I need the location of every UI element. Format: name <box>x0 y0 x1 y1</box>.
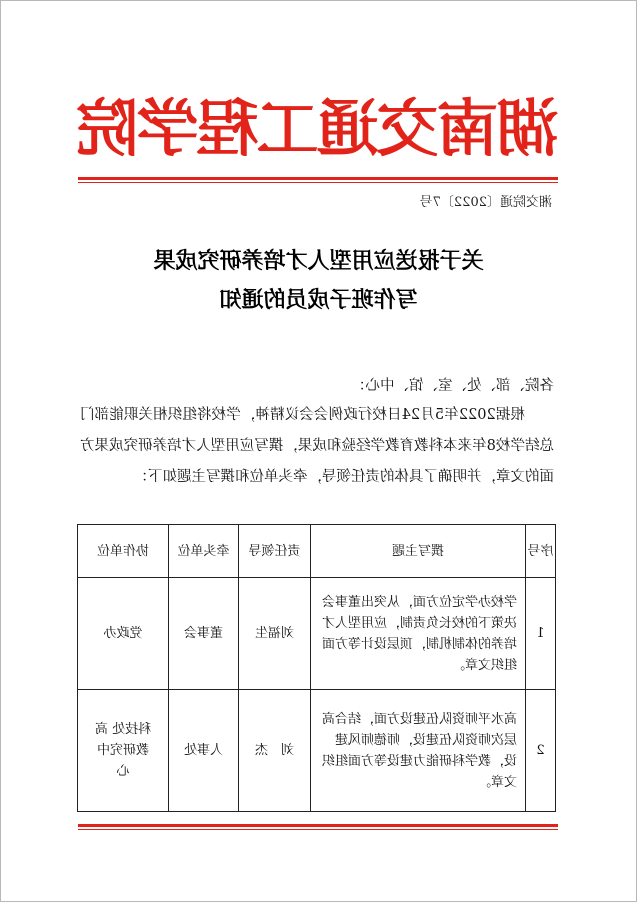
cell-lead-unit: 人事处 <box>169 690 239 812</box>
cell-co-unit: 党政办 <box>78 578 169 690</box>
cell-index: 1 <box>526 578 556 690</box>
cell-leader: 刘 杰 <box>239 690 311 812</box>
document-title-line-1: 关于报送应用型人才培养研究成果 <box>153 248 484 274</box>
table-row <box>78 690 556 812</box>
header-lead-unit: 牵头单位 <box>169 525 239 578</box>
header-co-unit: 协作单位 <box>78 525 169 578</box>
letterhead-rule-thick <box>78 177 558 180</box>
body-paragraph: 根据2022年5月24日校行政例会会议精神，学校将组织相关职能部门总结学校8年来本科教育教学经验和成果，撰写应用型人才培养研究成果方面的文章，并明确了具体的责任领导，牵头单位和撰写主题如下： <box>80 407 554 485</box>
header-topic: 撰写主题 <box>311 525 526 578</box>
document-title-line-2: 写作班子成员的通知 <box>219 287 418 313</box>
table-header-row <box>78 525 556 578</box>
letterhead-rule-thin <box>78 182 558 183</box>
mirrored-document <box>1 1 636 901</box>
header-leader: 责任领导 <box>239 525 311 578</box>
document-number: 湘交院通〔2022〕7号 <box>419 195 552 210</box>
salutation: 各院、部、处、室、馆、中心： <box>351 378 554 394</box>
cell-topic: 高水平师资队伍建设方面，结合高层次师资队伍建设，师德师风建设，教学科研能力建设等方面组织文章。 <box>311 690 526 812</box>
cell-leader: 刘福生 <box>239 578 311 690</box>
cell-topic: 学校办学定位方面，从突出董事会决策下的校长负责制，应用型人才培养的体制机制，顶层设计等方面组织文章。 <box>311 578 526 690</box>
letterhead-org-name: 湖南交通工程学院 <box>78 92 559 165</box>
cell-co-unit: 科技处 高教研究中心 <box>78 690 169 812</box>
cell-index: 2 <box>526 690 556 812</box>
header-index: 序号 <box>526 525 556 578</box>
footer-rule-thick <box>78 824 558 827</box>
cell-lead-unit: 董事会 <box>169 578 239 690</box>
table-row <box>78 578 556 690</box>
footer-rule-thin <box>78 829 558 830</box>
assignment-table <box>77 524 556 812</box>
